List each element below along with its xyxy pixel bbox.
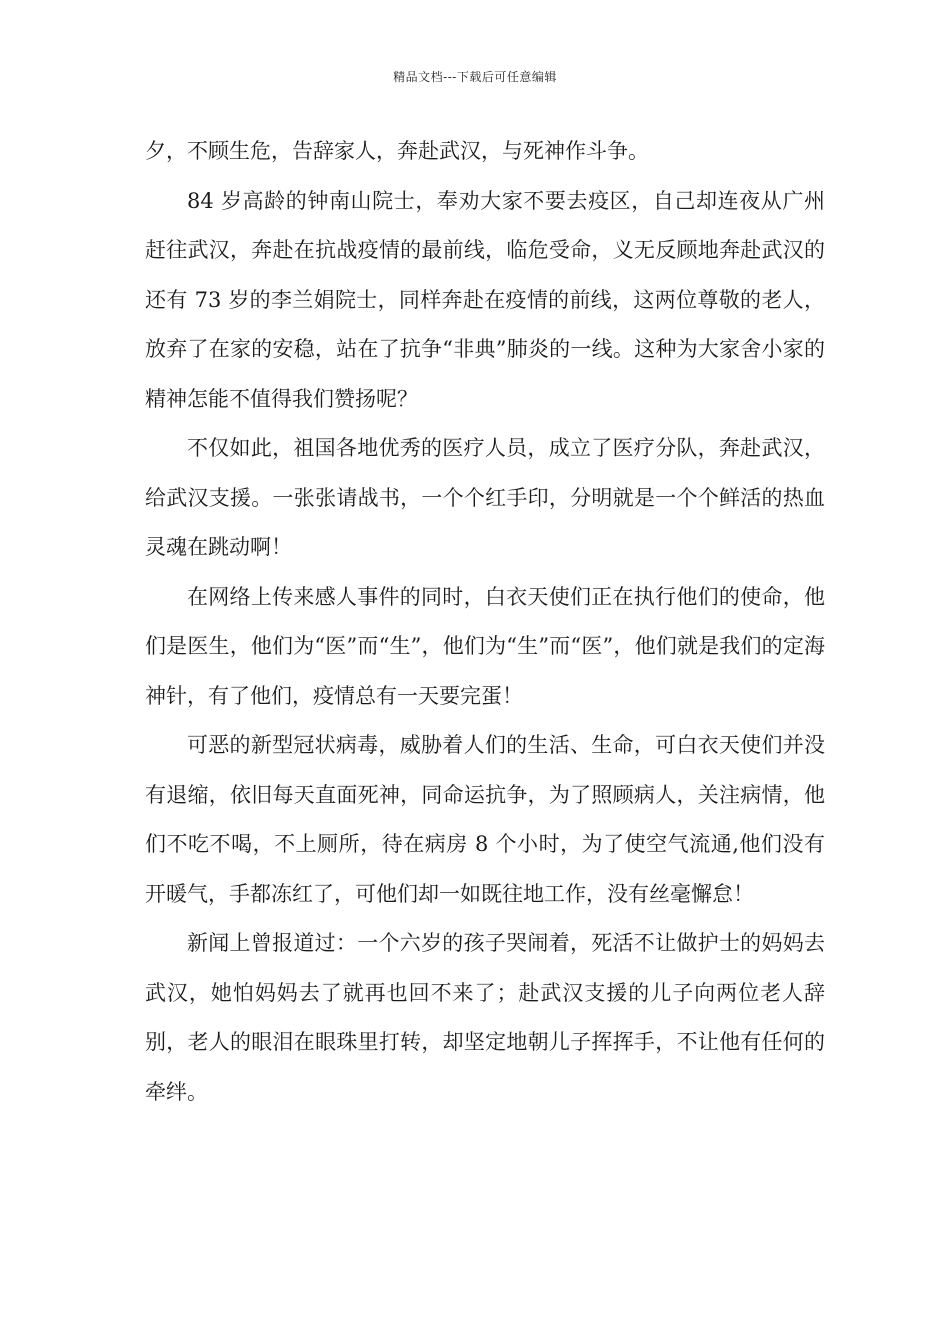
paragraph: 新闻上曾报道过：一个六岁的孩子哭闹着，死活不让做护士的妈妈去武汉，她怕妈妈去了就再也回不来了；赴武汉支援的儿子向两位老人辞别，老人的眼泪在眼珠里打转，却坚定地朝儿子挥挥手，不让他有任何的牵绊。 <box>145 931 825 1104</box>
paragraph: 84 岁高龄的钟南山院士，奉劝大家不要去疫区，自己却连夜从广州赶往武汉，奔赴在抗战疫情的最前线，临危受命，义无反顾地奔赴武汉的还有 73 岁的李兰娟院士，同样奔赴在疫情的前线，这两位尊敬的老人，放弃了在家的安稳，站在了抗争“非典”肺炎的一线。这种为大家舍小家的精神怎能不值得我们赞扬呢？ <box>145 188 825 411</box>
paragraph: 不仅如此，祖国各地优秀的医疗人员，成立了医疗分队，奔赴武汉，给武汉支援。一张张请战书，一个个红手印，分明就是一个个鲜活的热血灵魂在跳动啊！ <box>145 436 825 559</box>
paragraph: 可恶的新型冠状病毒，威胁着人们的生活、生命，可白衣天使们并没有退缩，依旧每天直面死神，同命运抗争，为了照顾病人，关注病情，他们不吃不喝，不上厕所，待在病房 8 个小时，为了使空气流通,他们没有开暖气，手都冻红了，可他们却一如既往地工作，没有丝毫懈怠！ <box>145 733 825 906</box>
paragraph: 夕，不顾生危，告辞家人，奔赴武汉，与死神作斗争。 <box>145 139 649 163</box>
page-header: 精品文档---下载后可任意编辑 <box>393 70 557 84</box>
paragraph: 在网络上传来感人事件的同时，白衣天使们正在执行他们的使命，他们是医生，他们为“医”而“生”，他们为“生”而“医”，他们就是我们的定海神针，有了他们，疫情总有一天要完蛋！ <box>145 584 825 708</box>
document-body <box>145 127 825 1117</box>
